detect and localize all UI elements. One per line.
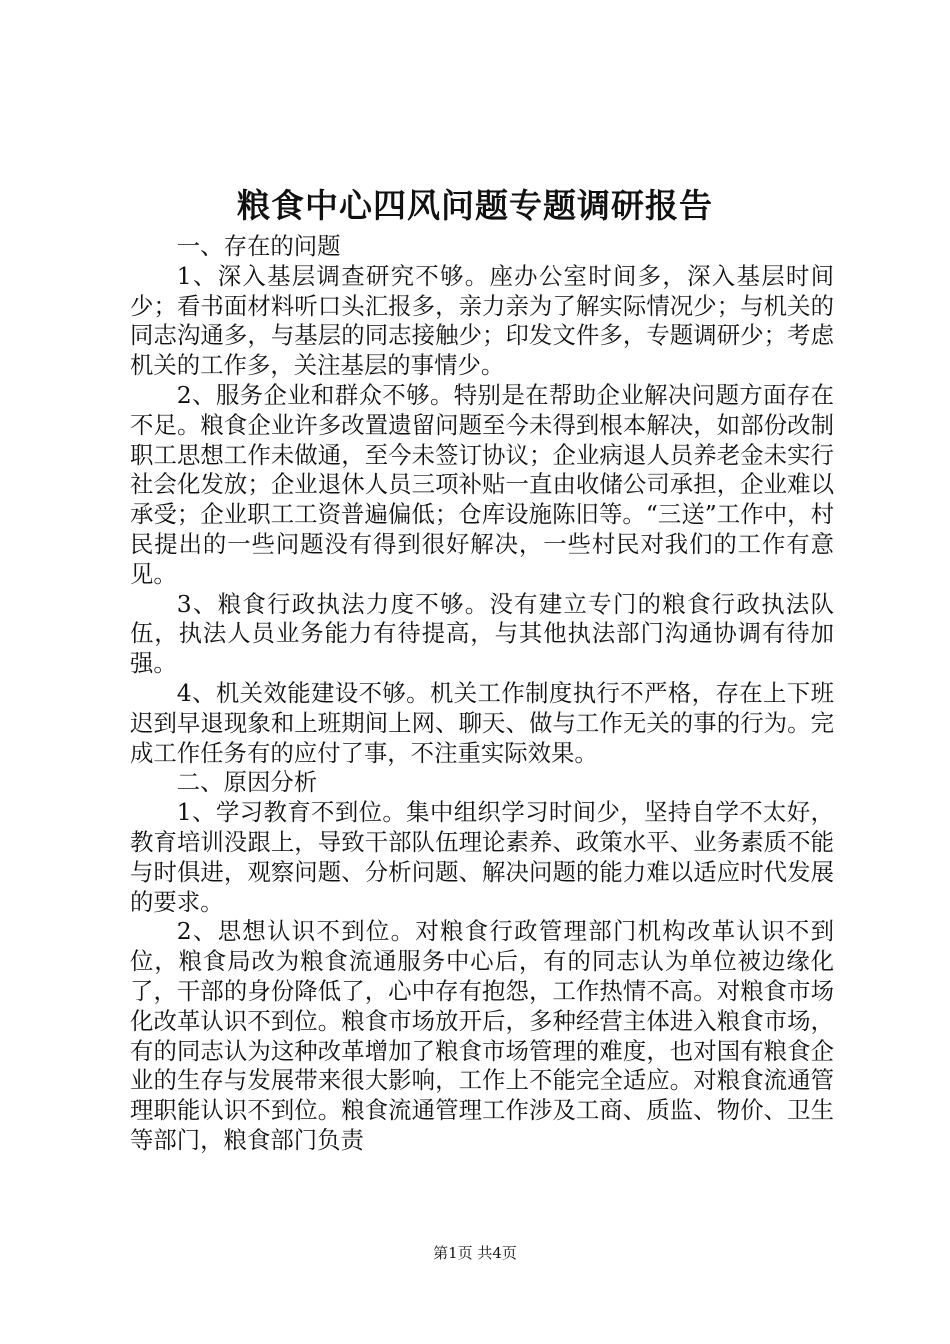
paragraph: 2、思想认识不到位。对粮食行政管理部门机构改革认识不到位，粮食局改为粮食流通服务中心后，有的同志认为单位被边缘化了，干部的身份降低了，心中存有抱怨，工作热情不高。对粮食市场化改革认识不到位。粮食市场放开后，多种经营主体进入粮食市场，有的同志认为这种改革增加了粮食市场管理的难度，也对国有粮食企业的生存与发展带来很大影响，工作上不能完全适应。对粮食流通管理职能认识不到位。粮食流通管理工作涉及工商、质监、物价、卫生等部门，粮食部门负责 (130, 917, 834, 1154)
paragraph: 1、深入基层调查研究不够。座办公室时间多，深入基层时间少；看书面材料听口头汇报多，亲力亲为了解实际情况少；与机关的同志沟通多，与基层的同志接触少；印发文件多，专题调研少；考虑机关的工作多，关注基层的事情少。 (130, 261, 834, 380)
section-heading-causes: 二、原因分析 (176, 768, 318, 797)
paragraph: 1、学习教育不到位。集中组织学习时间少，坚持自学不太好，教育培训没跟上，导致干部队伍理论素养、政策水平、业务素质不能与时俱进，观察问题、分析问题、解决问题的能力难以适应时代发展的要求。 (130, 798, 834, 916)
document-title: 粮食中心四风问题专题调研报告 (237, 186, 713, 225)
document-body (130, 232, 834, 1156)
paragraph: 4、机关效能建设不够。机关工作制度执行不严格，存在上下班迟到早退现象和上班期间上网、聊天、做与工作无关的事的行为。完成工作任务有的应付了事，不注重实际效果。 (130, 678, 834, 767)
page-number-footer: 第1页 共4页 (433, 1244, 517, 1262)
section-heading-problems: 一、存在的问题 (176, 232, 341, 260)
paragraph: 3、粮食行政执法力度不够。没有建立专门的粮食行政执法队伍，执法人员业务能力有待提高，与其他执法部门沟通协调有待加强。 (130, 589, 834, 678)
paragraph: 2、服务企业和群众不够。特别是在帮助企业解决问题方面存在不足。粮食企业许多改置遗留问题至今未得到根本解决，如部份改制职工思想工作未做通，至今未签订协议；企业病退人员养老金未实行社会化发放；企业退休人员三项补贴一直由收储公司承担，企业难以承受；企业职工工资普遍偏低；仓库设施陈旧等。“三送”工作中，村民提出的一些问题没有得到很好解决，一些村民对我们的工作有意见。 (130, 380, 834, 588)
